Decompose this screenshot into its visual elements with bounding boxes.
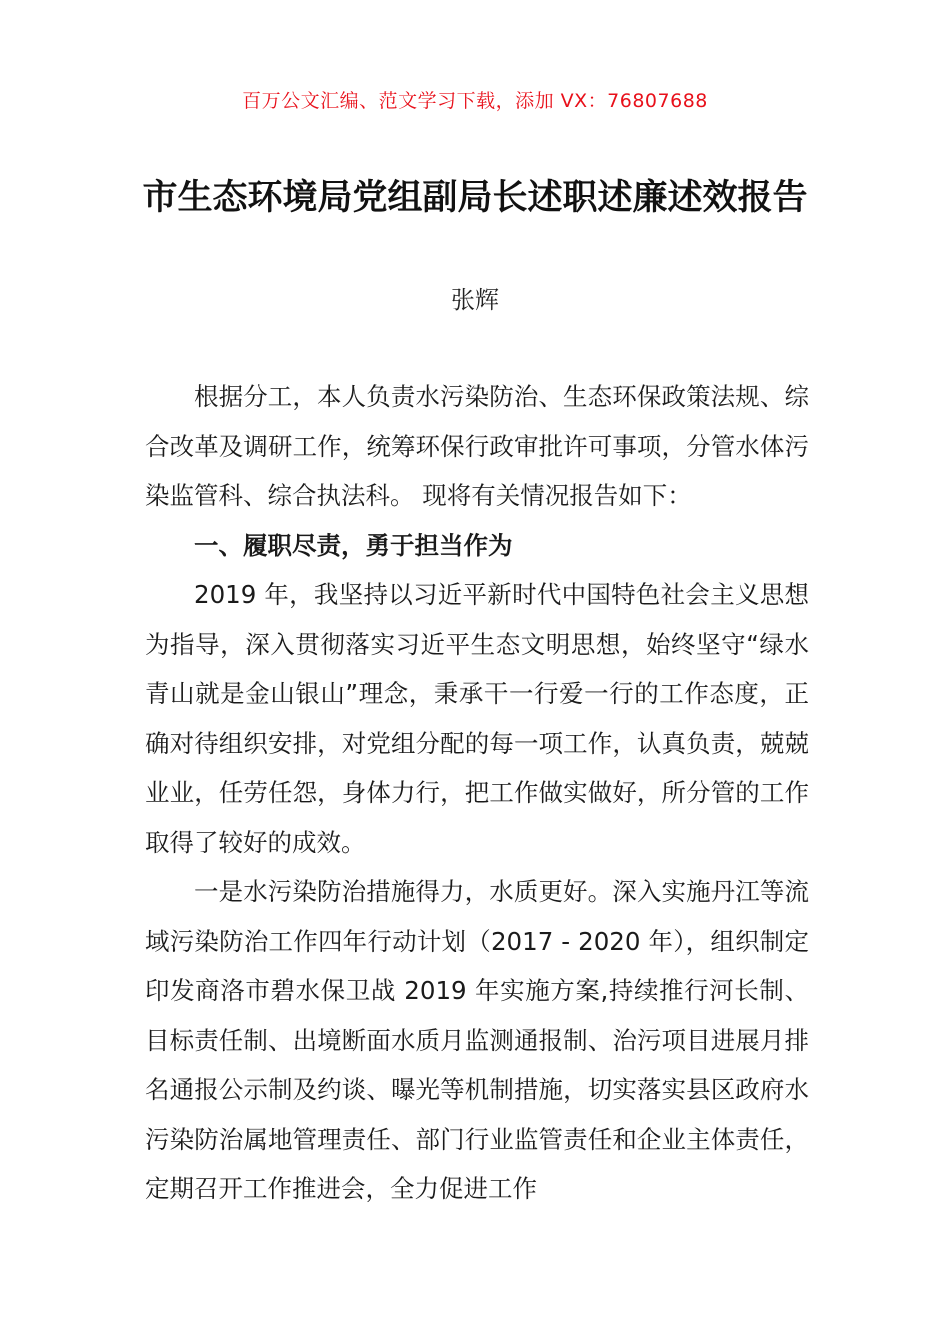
document-body: [145, 372, 809, 1214]
section-heading: 一、履职尽责，勇于担当作为: [194, 530, 513, 560]
paragraph-intro: 根据分工，本人负责水污染防治、生态环保政策法规、综合改革及调研工作，统筹环保行政审批许可事项，分管水体污染监管科、综合执法科。 现将有关情况报告如下：: [145, 382, 809, 510]
document-title: 市生态环境局党组副局长述职述廉述效报告: [142, 178, 808, 218]
paragraph-2019: 2019 年，我坚持以习近平新时代中国特色社会主义思想为指导，深入贯彻落实习近平生态文明思想，始终坚守“绿水青山就是金山银山”理念，秉承干一行爱一行的工作态度，正确对待组织安排，对党组分配的每一项工作，认真负责，兢兢业业，任劳任怨，身体力行，把工作做实做好，所分管的工作取得了较好的成效。: [145, 580, 809, 857]
document-author: 张辉: [451, 286, 499, 314]
paragraph-water-pollution: 一是水污染防治措施得力，水质更好。深入实施丹江等流域污染防治工作四年行动计划（2017 - 2020 年），组织制定印发商洛市碧水保卫战 2019 年实施方案,持续推行河长制、目标责任制、出境断面水质月监测通报制、治污项目进展月排名通报公示制及约谈、曝光等机制措施，切实落实县区政府水污染防治属地管理责任、部门行业监管责任和企业主体责任，定期召开工作推进会，全力促进工作: [145, 877, 809, 1203]
header-note: 百万公文汇编、范文学习下载，添加 VX：76807688: [242, 90, 708, 112]
